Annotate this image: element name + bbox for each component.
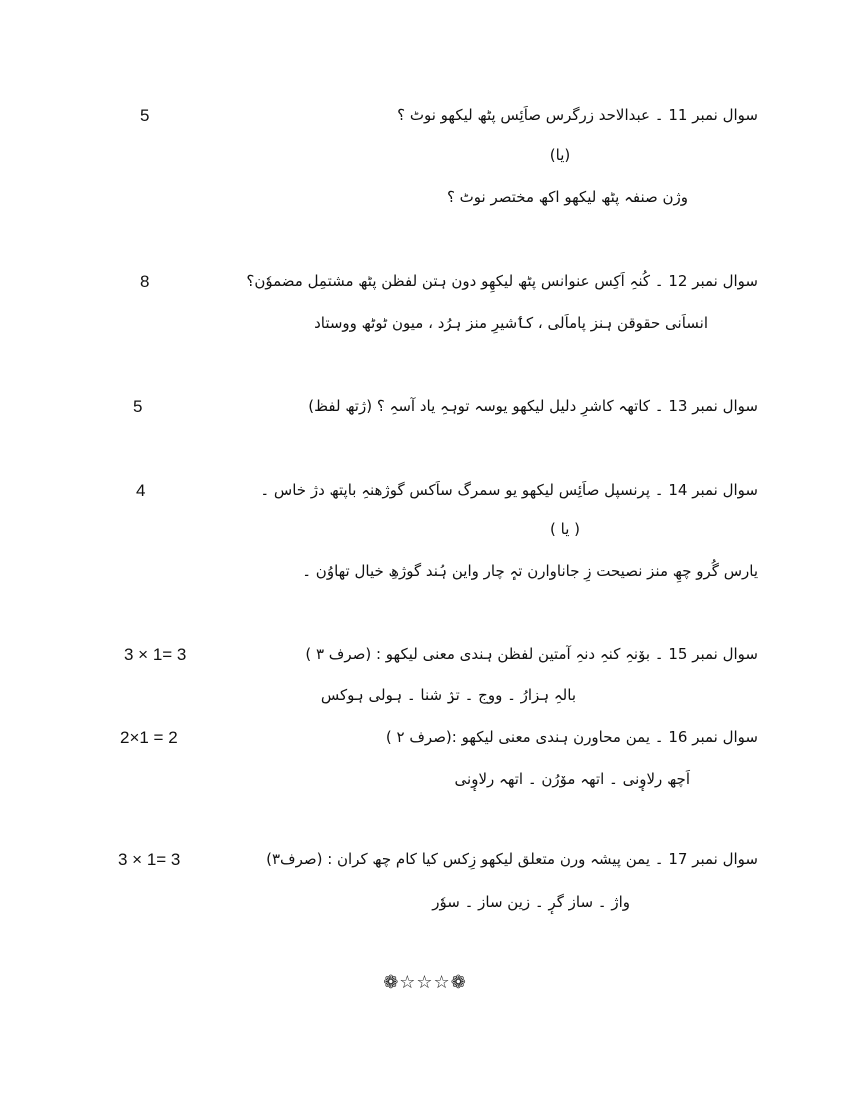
question-11: سوال نمبر 11 ۔ عبدالاحد زرگرس صاَئِس پٹھ لیکھو نوٹ ؟ (397, 106, 758, 124)
question-12-topics: انساَنی حقوقن ہنز پاماَلی ، کٲشیرِ منز ہرُد ، میون ٹوٹھ ووستاد (314, 314, 708, 332)
question-13: سوال نمبر 13 ۔ کاتھہ کاشرِ دلیل لیکھو یوسہ توہہِ یاد آسہِ ؟ (ژتھ لفظ) (308, 397, 758, 415)
marks-q17: 3 × 1= 3 (118, 850, 181, 869)
footer-ornament: ❁☆☆☆❁ (383, 972, 467, 993)
question-12: سوال نمبر 12 ۔ کُنہِ اَکِس عنوانس پٹھ لیکھِو دون ہتن لفظن پٹھ مشتمِل مضموٗن؟ (246, 272, 758, 290)
question-17: سوال نمبر 17 ۔ یمن پیشہ ورن متعلق لیکھو زِکس کیا کام چھ کران : (صرف۳) (266, 850, 758, 868)
question-16-phrases: اَچھ رلاوٕنی ۔ اتھہ موٚرُن ۔ اتھہ رلاوٕنی (454, 770, 690, 788)
marks-q16: 2×1 = 2 (120, 728, 178, 747)
question-16: سوال نمبر 16 ۔ یمن محاورن ہندی معنی لیکھو :(صرف ۲ ) (385, 728, 758, 746)
question-11-or: (یا) (549, 146, 571, 164)
marks-q11: 5 (140, 106, 150, 125)
question-11-alt: وژن صنفہ پٹھ لیکھو اکھ مختصر نوٹ ؟ (446, 188, 688, 206)
question-14: سوال نمبر 14 ۔ پرنسپل صاَئِس لیکھو یو سمرگ ساَکس گوژھنہِ باپتھ دژ خاس ۔ (260, 481, 758, 499)
question-15: سوال نمبر 15 ۔ بوٚنہِ کنہِ دنہِ آمتین لفظن ہندی معنی لیکھو : (صرف ۳ ) (305, 645, 758, 663)
marks-q13: 5 (133, 397, 143, 416)
marks-q12: 8 (140, 272, 150, 291)
question-15-words: بالہِ ہزارُ ۔ ووج ۔ ترٛ شنا ۔ ہولی ہوکس (320, 686, 576, 704)
question-17-professions: واژ ۔ ساز گرٕ ۔ زین ساز ۔ سوٗر (432, 893, 630, 911)
marks-q14: 4 (136, 481, 146, 500)
question-14-or: ( یا ) (550, 520, 580, 538)
marks-q15: 3 × 1= 3 (124, 645, 187, 664)
question-14-alt: یارس گُرو چھِ منز نصیحت زِ جاناوارن تہٕ چار واین ہُند گوژھِ خیال تھاوُن ۔ (302, 562, 758, 580)
